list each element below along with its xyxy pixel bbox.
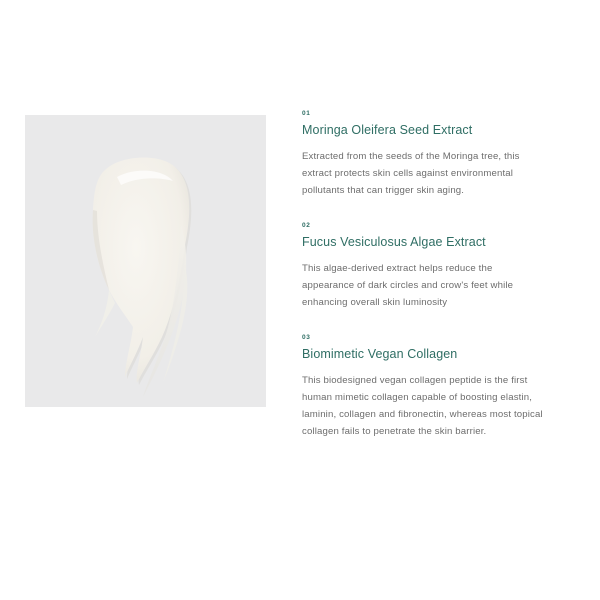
ingredient-description bbox=[302, 372, 594, 440]
ingredient-number: 01 bbox=[302, 110, 311, 117]
ingredient-number: 02 bbox=[302, 222, 311, 229]
ingredient-number: 03 bbox=[302, 334, 311, 341]
ingredient-title: Biomimetic Vegan Collagen bbox=[302, 347, 458, 361]
ingredient-item bbox=[302, 110, 594, 199]
description-line: enhancing overall skin luminosity bbox=[302, 297, 448, 308]
description-line: This algae-derived extract helps reduce the bbox=[302, 263, 493, 274]
ingredient-item bbox=[302, 334, 594, 440]
ingredient-description bbox=[302, 260, 594, 311]
description-line: extract protects skin cells against environmental bbox=[302, 168, 514, 179]
cream-smear-illustration bbox=[25, 115, 266, 407]
ingredient-item bbox=[302, 222, 594, 311]
ingredient-description bbox=[302, 148, 594, 199]
description-line: This biodesigned vegan collagen peptide is the first bbox=[302, 375, 528, 386]
description-line: human mimetic collagen capable of boosting elastin, bbox=[302, 392, 533, 403]
ingredient-title: Moringa Oleifera Seed Extract bbox=[302, 123, 473, 137]
description-line: pollutants that can trigger skin aging. bbox=[302, 185, 465, 196]
description-line: Extracted from the seeds of the Moringa tree, this bbox=[302, 151, 520, 162]
ingredient-title: Fucus Vesiculosus Algae Extract bbox=[302, 235, 486, 249]
cream-swatch-image bbox=[25, 115, 266, 407]
description-line: collagen fails to penetrate the skin barrier. bbox=[302, 426, 487, 437]
description-line: appearance of dark circles and crow's feet while bbox=[302, 280, 514, 291]
description-line: laminin, collagen and fibronectin, whereas most topical bbox=[302, 409, 543, 420]
